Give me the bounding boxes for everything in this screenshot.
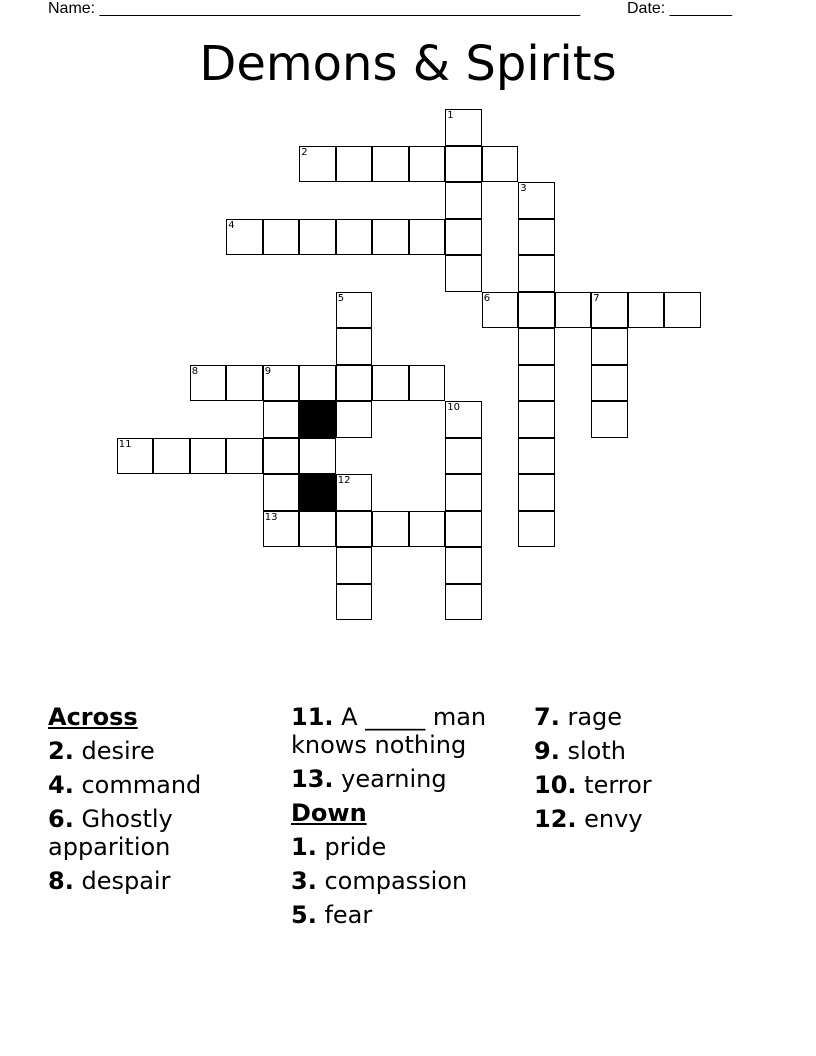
clue-column-1 bbox=[48, 703, 278, 901]
grid-cell[interactable] bbox=[336, 584, 373, 621]
cell-number: 11 bbox=[118, 438, 132, 450]
grid-cell[interactable] bbox=[336, 146, 373, 183]
grid-cell[interactable] bbox=[263, 365, 300, 402]
grid-cell[interactable] bbox=[299, 511, 336, 548]
clue-text: A _____ man knows nothing bbox=[291, 703, 487, 759]
black-cell bbox=[299, 474, 336, 511]
down-clue bbox=[534, 771, 764, 799]
grid-cell[interactable] bbox=[336, 547, 373, 584]
grid-cell[interactable] bbox=[263, 474, 300, 511]
grid-cell[interactable] bbox=[336, 511, 373, 548]
clue-text: command bbox=[81, 771, 202, 799]
black-cell bbox=[299, 401, 336, 438]
grid-cell[interactable] bbox=[117, 438, 154, 475]
cell-number: 7 bbox=[593, 292, 600, 304]
clue-text: fear bbox=[324, 901, 373, 929]
grid-cell[interactable] bbox=[336, 219, 373, 256]
clue-number: 1. bbox=[291, 833, 317, 861]
grid-cell[interactable] bbox=[190, 365, 227, 402]
clue-number: 4. bbox=[48, 771, 74, 799]
grid-cell[interactable] bbox=[591, 401, 628, 438]
clue-text: terror bbox=[584, 771, 652, 799]
grid-cell[interactable] bbox=[409, 365, 446, 402]
name-field[interactable]: Name: ______________________________________________________ bbox=[48, 0, 581, 17]
grid-cell[interactable] bbox=[518, 438, 555, 475]
grid-cell[interactable] bbox=[409, 219, 446, 256]
grid-cell[interactable] bbox=[445, 109, 482, 146]
cell-number: 12 bbox=[337, 475, 351, 487]
down-clue bbox=[534, 805, 764, 833]
cell-number: 1 bbox=[447, 110, 454, 122]
clue-number: 3. bbox=[291, 867, 317, 895]
down-clue bbox=[534, 703, 764, 731]
down-clue bbox=[291, 901, 521, 929]
clue-number: 7. bbox=[534, 703, 560, 731]
grid-cell[interactable] bbox=[591, 292, 628, 329]
grid-cell[interactable] bbox=[445, 401, 482, 438]
grid-cell[interactable] bbox=[336, 365, 373, 402]
across-clue bbox=[48, 805, 278, 861]
across-clue bbox=[291, 765, 521, 793]
grid-cell[interactable] bbox=[518, 219, 555, 256]
grid-cell[interactable] bbox=[263, 438, 300, 475]
grid-cell[interactable] bbox=[336, 401, 373, 438]
grid-cell[interactable] bbox=[409, 511, 446, 548]
grid-cell[interactable] bbox=[518, 182, 555, 219]
puzzle-title: Demons & Spirits bbox=[199, 36, 617, 92]
grid-cell[interactable] bbox=[445, 547, 482, 584]
grid-cell[interactable] bbox=[445, 474, 482, 511]
across-clue bbox=[48, 737, 278, 765]
grid-cell[interactable] bbox=[336, 292, 373, 329]
across-heading: Across bbox=[48, 703, 138, 731]
grid-cell[interactable] bbox=[445, 182, 482, 219]
grid-cell[interactable] bbox=[153, 438, 190, 475]
grid-cell[interactable] bbox=[591, 365, 628, 402]
grid-cell[interactable] bbox=[263, 401, 300, 438]
clue-text: despair bbox=[81, 867, 171, 895]
grid-cell[interactable] bbox=[372, 365, 409, 402]
grid-cell[interactable] bbox=[226, 365, 263, 402]
grid-cell[interactable] bbox=[445, 511, 482, 548]
cell-number: 4 bbox=[228, 219, 235, 231]
grid-cell[interactable] bbox=[190, 438, 227, 475]
clue-text: desire bbox=[81, 737, 155, 765]
cell-number: 3 bbox=[520, 183, 527, 195]
grid-cell[interactable] bbox=[518, 511, 555, 548]
down-clue bbox=[291, 833, 521, 861]
clue-number: 11. bbox=[291, 703, 334, 731]
clue-text: rage bbox=[567, 703, 623, 731]
grid-cell[interactable] bbox=[482, 292, 519, 329]
across-clue bbox=[48, 771, 278, 799]
grid-cell[interactable] bbox=[299, 146, 336, 183]
grid-cell[interactable] bbox=[263, 219, 300, 256]
grid-cell[interactable] bbox=[263, 511, 300, 548]
clue-number: 2. bbox=[48, 737, 74, 765]
clue-number: 6. bbox=[48, 805, 74, 833]
clue-text: envy bbox=[584, 805, 643, 833]
cell-number: 10 bbox=[447, 402, 460, 414]
grid-cell[interactable] bbox=[591, 328, 628, 365]
grid-cell[interactable] bbox=[409, 146, 446, 183]
clue-number: 9. bbox=[534, 737, 560, 765]
cell-number: 8 bbox=[191, 365, 199, 377]
grid-cell[interactable] bbox=[664, 292, 701, 329]
grid-cell[interactable] bbox=[518, 292, 555, 329]
grid-cell[interactable] bbox=[482, 146, 519, 183]
date-field[interactable]: Date: _______ bbox=[627, 0, 732, 17]
grid-cell[interactable] bbox=[445, 219, 482, 256]
grid-cell[interactable] bbox=[336, 474, 373, 511]
grid-cell[interactable] bbox=[226, 219, 263, 256]
clue-number: 13. bbox=[291, 765, 334, 793]
cell-number: 2 bbox=[301, 146, 308, 158]
down-clue bbox=[534, 737, 764, 765]
clue-number: 12. bbox=[534, 805, 577, 833]
down-clue bbox=[291, 867, 521, 895]
grid-cell[interactable] bbox=[518, 328, 555, 365]
grid-cell[interactable] bbox=[518, 255, 555, 292]
grid-cell[interactable] bbox=[445, 438, 482, 475]
grid-cell[interactable] bbox=[445, 584, 482, 621]
cell-number: 9 bbox=[264, 365, 272, 377]
grid-cell[interactable] bbox=[518, 474, 555, 511]
across-clue bbox=[48, 867, 278, 895]
grid-cell[interactable] bbox=[336, 328, 373, 365]
cell-number: 6 bbox=[483, 292, 491, 304]
down-heading: Down bbox=[291, 799, 367, 827]
clue-number: 10. bbox=[534, 771, 577, 799]
grid-cell[interactable] bbox=[518, 365, 555, 402]
clue-text: Ghostly apparition bbox=[48, 805, 173, 861]
grid-cell[interactable] bbox=[299, 438, 336, 475]
cell-number: 13 bbox=[264, 511, 278, 523]
clue-number: 8. bbox=[48, 867, 74, 895]
clue-text: yearning bbox=[341, 765, 447, 793]
across-clue bbox=[291, 703, 521, 759]
grid-cell[interactable] bbox=[372, 511, 409, 548]
clue-column-2 bbox=[291, 703, 521, 935]
grid-cell[interactable] bbox=[445, 146, 482, 183]
grid-cell[interactable] bbox=[372, 219, 409, 256]
clue-text: compassion bbox=[324, 867, 468, 895]
cell-number: 5 bbox=[337, 292, 345, 304]
grid-cell[interactable] bbox=[299, 219, 336, 256]
grid-cell[interactable] bbox=[372, 146, 409, 183]
clue-text: pride bbox=[324, 833, 387, 861]
clue-number: 5. bbox=[291, 901, 317, 929]
grid-cell[interactable] bbox=[628, 292, 665, 329]
grid-cell[interactable] bbox=[555, 292, 592, 329]
grid-cell[interactable] bbox=[226, 438, 263, 475]
grid-cell[interactable] bbox=[445, 255, 482, 292]
grid-cell[interactable] bbox=[518, 401, 555, 438]
clue-text: sloth bbox=[567, 737, 626, 765]
clue-column-3 bbox=[534, 703, 764, 839]
grid-cell[interactable] bbox=[299, 365, 336, 402]
